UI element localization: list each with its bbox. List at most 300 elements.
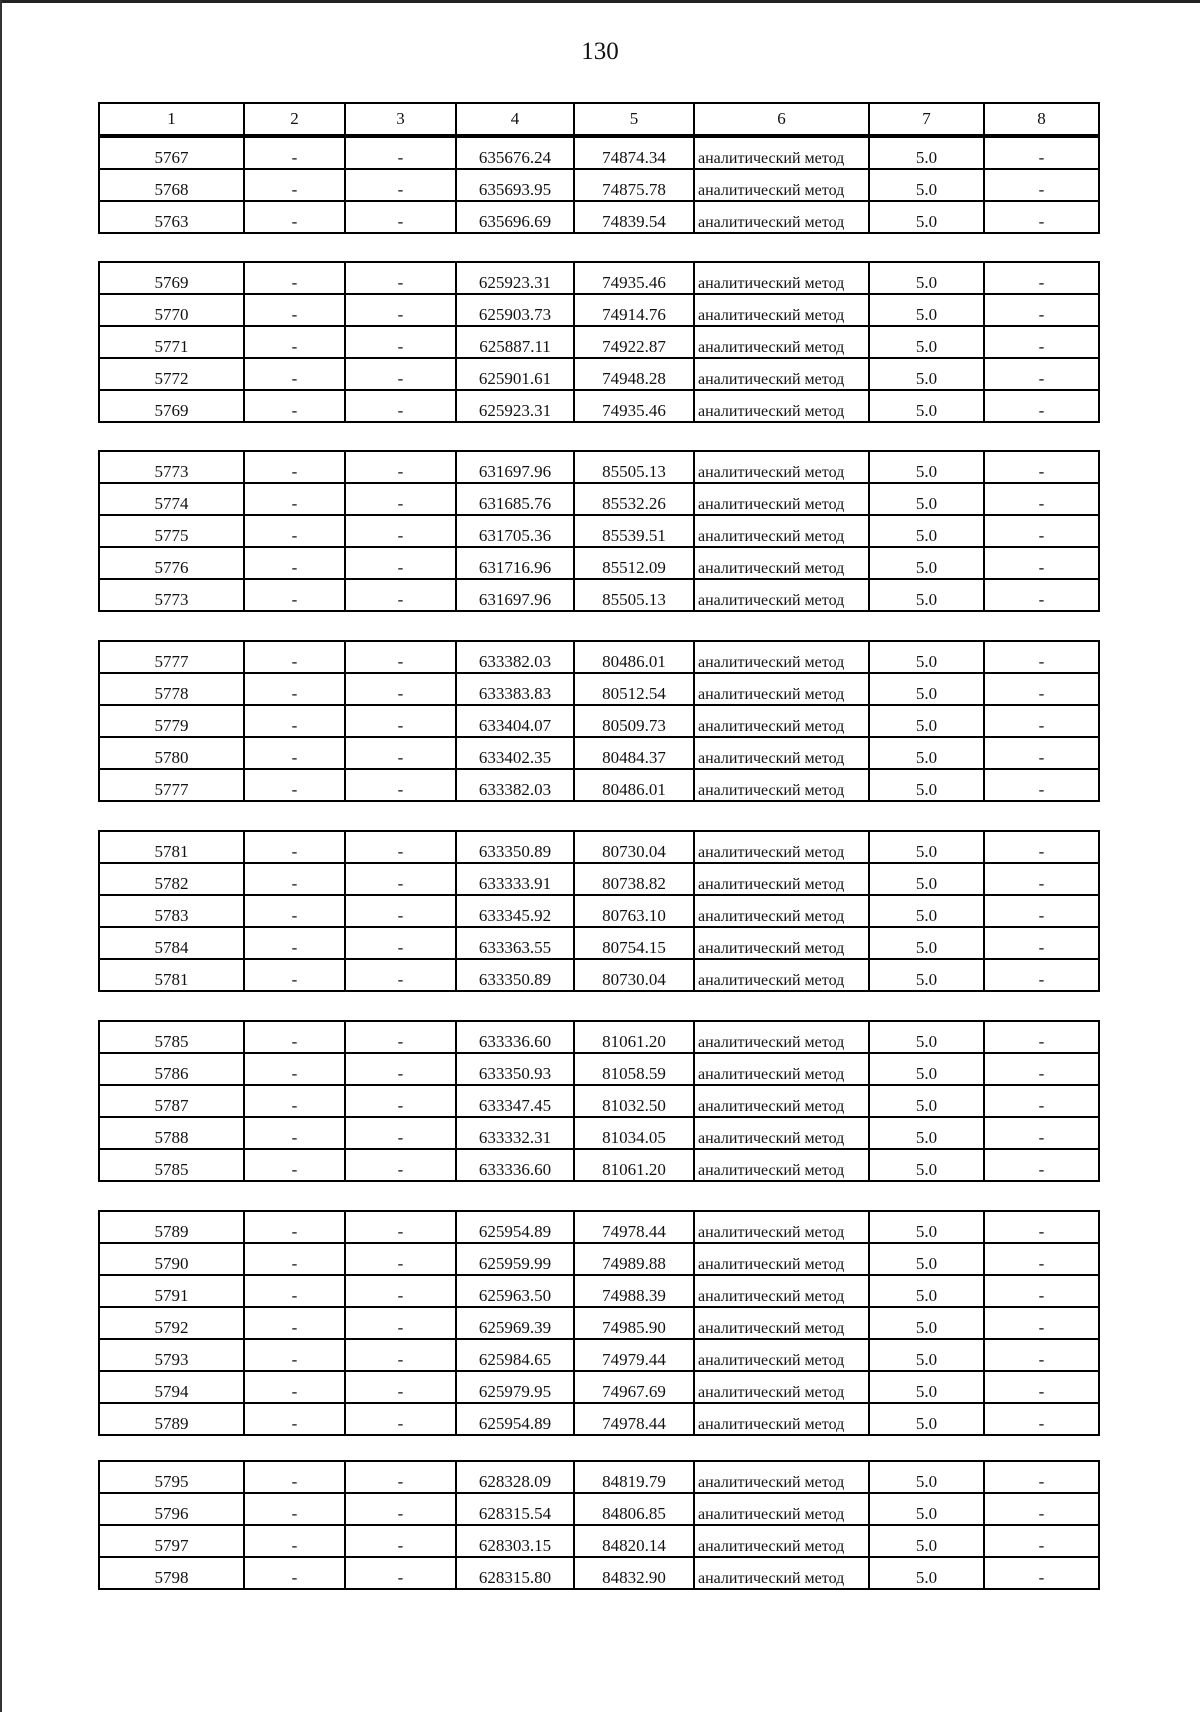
cell-x-coordinate: 631685.76 [456, 483, 574, 515]
cell-x-coordinate: 631697.96 [456, 451, 574, 483]
table-row [99, 358, 1099, 390]
cell-col8: - [984, 1557, 1099, 1589]
cell-y-coordinate: 80730.04 [574, 959, 694, 991]
cell-x-coordinate: 635693.95 [456, 169, 574, 201]
table-row [99, 579, 1099, 611]
table-row [99, 1403, 1099, 1435]
cell-method: аналитический метод [694, 137, 869, 169]
cell-col8: - [984, 1525, 1099, 1557]
cell-method: аналитический метод [694, 1243, 869, 1275]
table-row [99, 927, 1099, 959]
cell-id: 5776 [99, 547, 244, 579]
table-row [99, 705, 1099, 737]
table-row [99, 895, 1099, 927]
cell-accuracy: 5.0 [869, 1525, 984, 1557]
cell-col8: - [984, 673, 1099, 705]
cell-id: 5777 [99, 641, 244, 673]
cell-id: 5797 [99, 1525, 244, 1557]
cell-col2: - [244, 294, 345, 326]
cell-accuracy: 5.0 [869, 137, 984, 169]
cell-y-coordinate: 85512.09 [574, 547, 694, 579]
column-header: 5 [574, 103, 694, 135]
table-row [99, 641, 1099, 673]
column-header: 2 [244, 103, 345, 135]
cell-method: аналитический метод [694, 1339, 869, 1371]
cell-accuracy: 5.0 [869, 1211, 984, 1243]
cell-col2: - [244, 201, 345, 233]
cell-method: аналитический метод [694, 673, 869, 705]
cell-id: 5769 [99, 262, 244, 294]
cell-col3: - [345, 451, 456, 483]
table-row [99, 1021, 1099, 1053]
cell-col3: - [345, 927, 456, 959]
cell-col3: - [345, 959, 456, 991]
table-row [99, 169, 1099, 201]
table-row [99, 1371, 1099, 1403]
cell-method: аналитический метод [694, 1403, 869, 1435]
table-row [99, 1557, 1099, 1589]
cell-accuracy: 5.0 [869, 1493, 984, 1525]
cell-id: 5793 [99, 1339, 244, 1371]
cell-col2: - [244, 515, 345, 547]
cell-col2: - [244, 1053, 345, 1085]
cell-y-coordinate: 80509.73 [574, 705, 694, 737]
cell-col8: - [984, 831, 1099, 863]
cell-y-coordinate: 80484.37 [574, 737, 694, 769]
cell-col3: - [345, 390, 456, 422]
cell-col2: - [244, 262, 345, 294]
cell-id: 5773 [99, 579, 244, 611]
cell-accuracy: 5.0 [869, 483, 984, 515]
cell-x-coordinate: 625903.73 [456, 294, 574, 326]
cell-y-coordinate: 80486.01 [574, 641, 694, 673]
cell-col3: - [345, 483, 456, 515]
cell-id: 5763 [99, 201, 244, 233]
cell-id: 5785 [99, 1021, 244, 1053]
cell-y-coordinate: 81034.05 [574, 1117, 694, 1149]
cell-col3: - [345, 1275, 456, 1307]
cell-col2: - [244, 769, 345, 801]
cell-col3: - [345, 1461, 456, 1493]
cell-method: аналитический метод [694, 1085, 869, 1117]
cell-method: аналитический метод [694, 831, 869, 863]
cell-col3: - [345, 1525, 456, 1557]
cell-id: 5794 [99, 1371, 244, 1403]
cell-col2: - [244, 895, 345, 927]
cell-x-coordinate: 625923.31 [456, 262, 574, 294]
cell-col2: - [244, 1243, 345, 1275]
cell-col3: - [345, 673, 456, 705]
cell-id: 5772 [99, 358, 244, 390]
cell-col2: - [244, 137, 345, 169]
points-table [98, 830, 1100, 992]
table-row [99, 201, 1099, 233]
cell-col2: - [244, 1307, 345, 1339]
cell-x-coordinate: 625959.99 [456, 1243, 574, 1275]
cell-accuracy: 5.0 [869, 547, 984, 579]
cell-method: аналитический метод [694, 201, 869, 233]
cell-id: 5789 [99, 1403, 244, 1435]
cell-x-coordinate: 625954.89 [456, 1403, 574, 1435]
cell-id: 5792 [99, 1307, 244, 1339]
cell-method: аналитический метод [694, 895, 869, 927]
cell-y-coordinate: 81058.59 [574, 1053, 694, 1085]
column-header: 7 [869, 103, 984, 135]
table-row [99, 1243, 1099, 1275]
cell-y-coordinate: 81032.50 [574, 1085, 694, 1117]
cell-method: аналитический метод [694, 1493, 869, 1525]
cell-x-coordinate: 631716.96 [456, 547, 574, 579]
cell-method: аналитический метод [694, 358, 869, 390]
cell-col2: - [244, 1339, 345, 1371]
cell-method: аналитический метод [694, 1053, 869, 1085]
cell-col2: - [244, 547, 345, 579]
cell-y-coordinate: 74874.34 [574, 137, 694, 169]
cell-col8: - [984, 1243, 1099, 1275]
cell-col8: - [984, 294, 1099, 326]
table-row [99, 1085, 1099, 1117]
cell-method: аналитический метод [694, 927, 869, 959]
cell-id: 5775 [99, 515, 244, 547]
cell-id: 5777 [99, 769, 244, 801]
table-row [99, 1493, 1099, 1525]
cell-accuracy: 5.0 [869, 1149, 984, 1181]
cell-method: аналитический метод [694, 1525, 869, 1557]
cell-accuracy: 5.0 [869, 1557, 984, 1589]
cell-accuracy: 5.0 [869, 1461, 984, 1493]
column-header: 6 [694, 103, 869, 135]
cell-id: 5786 [99, 1053, 244, 1085]
cell-col3: - [345, 1557, 456, 1589]
cell-method: аналитический метод [694, 1461, 869, 1493]
cell-col3: - [345, 262, 456, 294]
cell-x-coordinate: 633336.60 [456, 1149, 574, 1181]
cell-method: аналитический метод [694, 483, 869, 515]
cell-x-coordinate: 633402.35 [456, 737, 574, 769]
cell-accuracy: 5.0 [869, 1371, 984, 1403]
cell-col2: - [244, 483, 345, 515]
cell-col8: - [984, 137, 1099, 169]
cell-col2: - [244, 641, 345, 673]
cell-col8: - [984, 358, 1099, 390]
cell-x-coordinate: 635696.69 [456, 201, 574, 233]
table-row [99, 1211, 1099, 1243]
cell-y-coordinate: 74922.87 [574, 326, 694, 358]
cell-col8: - [984, 169, 1099, 201]
cell-col2: - [244, 326, 345, 358]
cell-id: 5796 [99, 1493, 244, 1525]
cell-col3: - [345, 705, 456, 737]
cell-accuracy: 5.0 [869, 927, 984, 959]
table-row [99, 1461, 1099, 1493]
cell-col2: - [244, 959, 345, 991]
cell-col2: - [244, 451, 345, 483]
cell-accuracy: 5.0 [869, 326, 984, 358]
cell-col2: - [244, 705, 345, 737]
cell-x-coordinate: 628303.15 [456, 1525, 574, 1557]
cell-y-coordinate: 74979.44 [574, 1339, 694, 1371]
cell-col8: - [984, 1403, 1099, 1435]
table-row [99, 959, 1099, 991]
cell-col8: - [984, 927, 1099, 959]
cell-x-coordinate: 628328.09 [456, 1461, 574, 1493]
cell-col2: - [244, 169, 345, 201]
points-table [98, 640, 1100, 802]
cell-method: аналитический метод [694, 1307, 869, 1339]
cell-x-coordinate: 635676.24 [456, 137, 574, 169]
cell-col8: - [984, 1339, 1099, 1371]
cell-method: аналитический метод [694, 515, 869, 547]
column-header: 4 [456, 103, 574, 135]
cell-accuracy: 5.0 [869, 673, 984, 705]
table-row [99, 1275, 1099, 1307]
cell-y-coordinate: 74978.44 [574, 1211, 694, 1243]
cell-y-coordinate: 81061.20 [574, 1149, 694, 1181]
cell-method: аналитический метод [694, 959, 869, 991]
cell-y-coordinate: 85539.51 [574, 515, 694, 547]
table-row [99, 1053, 1099, 1085]
cell-accuracy: 5.0 [869, 515, 984, 547]
cell-y-coordinate: 74978.44 [574, 1403, 694, 1435]
cell-col3: - [345, 326, 456, 358]
cell-col8: - [984, 641, 1099, 673]
cell-y-coordinate: 81061.20 [574, 1021, 694, 1053]
cell-x-coordinate: 625954.89 [456, 1211, 574, 1243]
cell-accuracy: 5.0 [869, 1021, 984, 1053]
cell-col3: - [345, 1307, 456, 1339]
cell-y-coordinate: 74935.46 [574, 390, 694, 422]
cell-col3: - [345, 895, 456, 927]
cell-y-coordinate: 80738.82 [574, 863, 694, 895]
cell-col8: - [984, 1053, 1099, 1085]
table-row [99, 547, 1099, 579]
cell-accuracy: 5.0 [869, 1085, 984, 1117]
cell-y-coordinate: 80763.10 [574, 895, 694, 927]
cell-col8: - [984, 262, 1099, 294]
cell-accuracy: 5.0 [869, 201, 984, 233]
cell-col8: - [984, 1085, 1099, 1117]
cell-col3: - [345, 831, 456, 863]
cell-id: 5769 [99, 390, 244, 422]
cell-x-coordinate: 625923.31 [456, 390, 574, 422]
points-table [98, 1210, 1100, 1436]
cell-col8: - [984, 579, 1099, 611]
cell-x-coordinate: 625969.39 [456, 1307, 574, 1339]
cell-col3: - [345, 169, 456, 201]
cell-x-coordinate: 633333.91 [456, 863, 574, 895]
cell-y-coordinate: 74989.88 [574, 1243, 694, 1275]
cell-accuracy: 5.0 [869, 579, 984, 611]
cell-col8: - [984, 1117, 1099, 1149]
cell-col2: - [244, 358, 345, 390]
cell-method: аналитический метод [694, 1371, 869, 1403]
cell-method: аналитический метод [694, 326, 869, 358]
cell-y-coordinate: 74914.76 [574, 294, 694, 326]
cell-method: аналитический метод [694, 705, 869, 737]
cell-col8: - [984, 1149, 1099, 1181]
cell-id: 5790 [99, 1243, 244, 1275]
cell-id: 5791 [99, 1275, 244, 1307]
cell-col3: - [345, 579, 456, 611]
cell-id: 5768 [99, 169, 244, 201]
cell-accuracy: 5.0 [869, 1117, 984, 1149]
cell-accuracy: 5.0 [869, 1275, 984, 1307]
cell-accuracy: 5.0 [869, 769, 984, 801]
table-row [99, 737, 1099, 769]
cell-x-coordinate: 633404.07 [456, 705, 574, 737]
cell-col3: - [345, 1021, 456, 1053]
table-row [99, 294, 1099, 326]
cell-method: аналитический метод [694, 737, 869, 769]
points-table [98, 450, 1100, 612]
cell-method: аналитический метод [694, 769, 869, 801]
cell-x-coordinate: 633383.83 [456, 673, 574, 705]
cell-id: 5798 [99, 1557, 244, 1589]
cell-x-coordinate: 633345.92 [456, 895, 574, 927]
cell-x-coordinate: 628315.54 [456, 1493, 574, 1525]
cell-col8: - [984, 1021, 1099, 1053]
cell-y-coordinate: 74875.78 [574, 169, 694, 201]
cell-y-coordinate: 85505.13 [574, 451, 694, 483]
cell-x-coordinate: 625979.95 [456, 1371, 574, 1403]
cell-accuracy: 5.0 [869, 169, 984, 201]
cell-accuracy: 5.0 [869, 737, 984, 769]
cell-col3: - [345, 1493, 456, 1525]
cell-method: аналитический метод [694, 1557, 869, 1589]
cell-method: аналитический метод [694, 863, 869, 895]
table-row [99, 451, 1099, 483]
cell-y-coordinate: 74935.46 [574, 262, 694, 294]
cell-method: аналитический метод [694, 1117, 869, 1149]
cell-x-coordinate: 633332.31 [456, 1117, 574, 1149]
cell-col2: - [244, 1371, 345, 1403]
cell-method: аналитический метод [694, 579, 869, 611]
cell-col8: - [984, 1211, 1099, 1243]
cell-accuracy: 5.0 [869, 1243, 984, 1275]
cell-y-coordinate: 80730.04 [574, 831, 694, 863]
cell-id: 5782 [99, 863, 244, 895]
cell-id: 5789 [99, 1211, 244, 1243]
points-table [98, 136, 1100, 234]
table-row [99, 515, 1099, 547]
table-row [99, 1149, 1099, 1181]
cell-x-coordinate: 633350.89 [456, 959, 574, 991]
cell-col8: - [984, 769, 1099, 801]
cell-method: аналитический метод [694, 169, 869, 201]
cell-col8: - [984, 705, 1099, 737]
cell-col2: - [244, 1085, 345, 1117]
table-row [99, 831, 1099, 863]
cell-col2: - [244, 1211, 345, 1243]
cell-col3: - [345, 1117, 456, 1149]
cell-col3: - [345, 547, 456, 579]
cell-accuracy: 5.0 [869, 831, 984, 863]
table-row [99, 262, 1099, 294]
cell-col2: - [244, 1021, 345, 1053]
cell-col8: - [984, 863, 1099, 895]
cell-accuracy: 5.0 [869, 358, 984, 390]
cell-id: 5784 [99, 927, 244, 959]
table-row [99, 1117, 1099, 1149]
cell-x-coordinate: 631697.96 [456, 579, 574, 611]
table-row [99, 1339, 1099, 1371]
cell-col2: - [244, 737, 345, 769]
cell-col3: - [345, 294, 456, 326]
cell-method: аналитический метод [694, 294, 869, 326]
table-row [99, 483, 1099, 515]
cell-accuracy: 5.0 [869, 1307, 984, 1339]
cell-col3: - [345, 1403, 456, 1435]
cell-x-coordinate: 633347.45 [456, 1085, 574, 1117]
cell-id: 5781 [99, 831, 244, 863]
cell-col3: - [345, 1243, 456, 1275]
cell-col8: - [984, 547, 1099, 579]
cell-x-coordinate: 625887.11 [456, 326, 574, 358]
cell-method: аналитический метод [694, 547, 869, 579]
cell-y-coordinate: 80486.01 [574, 769, 694, 801]
table-row [99, 137, 1099, 169]
cell-col2: - [244, 1275, 345, 1307]
cell-method: аналитический метод [694, 262, 869, 294]
cell-col3: - [345, 1211, 456, 1243]
cell-accuracy: 5.0 [869, 262, 984, 294]
cell-accuracy: 5.0 [869, 390, 984, 422]
cell-x-coordinate: 628315.80 [456, 1557, 574, 1589]
cell-accuracy: 5.0 [869, 895, 984, 927]
cell-col2: - [244, 1403, 345, 1435]
cell-x-coordinate: 631705.36 [456, 515, 574, 547]
cell-id: 5780 [99, 737, 244, 769]
cell-col8: - [984, 451, 1099, 483]
cell-id: 5788 [99, 1117, 244, 1149]
cell-x-coordinate: 625984.65 [456, 1339, 574, 1371]
cell-col3: - [345, 515, 456, 547]
cell-col8: - [984, 895, 1099, 927]
cell-col2: - [244, 1493, 345, 1525]
cell-col8: - [984, 737, 1099, 769]
cell-x-coordinate: 633336.60 [456, 1021, 574, 1053]
cell-id: 5795 [99, 1461, 244, 1493]
table-row [99, 390, 1099, 422]
cell-x-coordinate: 633350.89 [456, 831, 574, 863]
cell-col2: - [244, 1117, 345, 1149]
cell-x-coordinate: 625901.61 [456, 358, 574, 390]
cell-col3: - [345, 201, 456, 233]
header-row [99, 103, 1099, 135]
cell-x-coordinate: 633350.93 [456, 1053, 574, 1085]
cell-col2: - [244, 1149, 345, 1181]
points-table [98, 1460, 1100, 1590]
cell-col2: - [244, 579, 345, 611]
cell-col3: - [345, 769, 456, 801]
cell-accuracy: 5.0 [869, 959, 984, 991]
cell-y-coordinate: 80512.54 [574, 673, 694, 705]
cell-id: 5773 [99, 451, 244, 483]
points-table [98, 261, 1100, 423]
cell-x-coordinate: 633363.55 [456, 927, 574, 959]
cell-col2: - [244, 1525, 345, 1557]
column-header: 8 [984, 103, 1099, 135]
cell-id: 5787 [99, 1085, 244, 1117]
cell-col8: - [984, 959, 1099, 991]
cell-col8: - [984, 1307, 1099, 1339]
table-row [99, 326, 1099, 358]
cell-method: аналитический метод [694, 1275, 869, 1307]
cell-col3: - [345, 737, 456, 769]
cell-id: 5778 [99, 673, 244, 705]
cell-accuracy: 5.0 [869, 1339, 984, 1371]
cell-col3: - [345, 1085, 456, 1117]
